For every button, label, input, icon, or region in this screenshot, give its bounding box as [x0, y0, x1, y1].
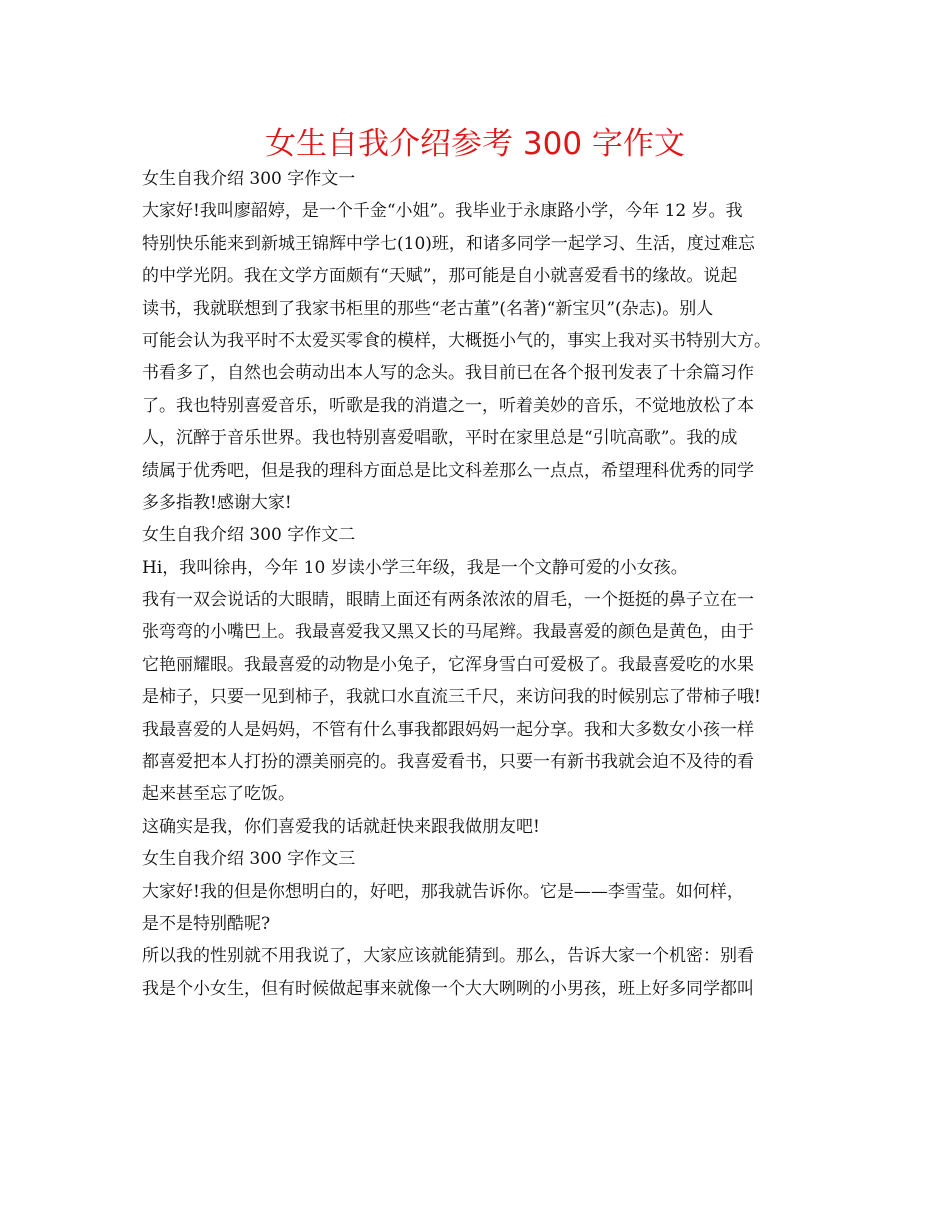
section-heading-1: 女生自我介绍 300 字作文一 — [142, 169, 356, 189]
text-line: 人，沉醉于音乐世界。我也特别喜爱唱歌，平时在家里总是“引吭高歌”。我的成 — [142, 428, 738, 449]
text-line: 我最喜爱的人是妈妈，不管有什么事我都跟妈妈一起分享。我和大多数女小孩一样 — [142, 719, 754, 740]
text-line: 张弯弯的小嘴巴上。我最喜爱我又黑又长的马尾辫。我最喜爱的颜色是黄色，由于 — [142, 622, 754, 643]
text-line: 都喜爱把本人打扮的漂美丽亮的。我喜爱看书，只要一有新书我就会迫不及待的看 — [142, 752, 754, 773]
text-line: Hi，我叫徐冉，今年 10 岁读小学三年级，我是一个文静可爱的小女孩。 — [142, 557, 688, 578]
text-line: 它艳丽耀眼。我最喜爱的动物是小兔子，它浑身雪白可爱极了。我最喜爱吃的水果 — [142, 654, 754, 675]
text-line: 是柿子，只要一见到柿子，我就口水直流三千尺，来访问我的时候别忘了带柿子哦! — [142, 687, 761, 708]
text-line: 大家好!我的但是你想明白的，好吧，那我就告诉你。它是——李雪莹。如何样， — [142, 881, 744, 902]
text-line: 多多指教!感谢大家! — [142, 492, 292, 513]
text-line: 我是个小女生，但有时候做起事来就像一个大大咧咧的小男孩，班上好多同学都叫 — [142, 978, 754, 999]
text-line: 绩属于优秀吧，但是我的理科方面总是比文科差那么一点点，希望理科优秀的同学 — [142, 460, 754, 481]
text-line: 书看多了，自然也会萌动出本人写的念头。我目前已在各个报刊发表了十余篇习作 — [142, 363, 754, 384]
text-line: 大家好!我叫廖韶婷，是一个千金“小姐”。我毕业于永康路小学，今年 12 岁。我 — [142, 201, 743, 222]
section-heading-3: 女生自我介绍 300 字作文三 — [142, 849, 356, 870]
text-line: 这确实是我，你们喜爱我的话就赶快来跟我做朋友吧! — [142, 816, 540, 837]
text-line: 了。我也特别喜爱音乐，听歌是我的消遣之一，听着美妙的音乐，不觉地放松了本 — [142, 395, 754, 416]
text-line: 所以我的性别就不用我说了，大家应该就能猜到。那么，告诉大家一个机密：别看 — [142, 946, 754, 967]
text-line: 特别快乐能来到新城王锦辉中学七(10)班，和诸多同学一起学习、生活，度过难忘 — [142, 233, 755, 254]
section-heading-2: 女生自我介绍 300 字作文二 — [142, 525, 356, 546]
text-line: 读书，我就联想到了我家书柜里的那些“老古董”(名著)“新宝贝”(杂志)。别人 — [142, 298, 714, 319]
text-line: 是不是特别酷呢? — [142, 913, 271, 934]
document-body — [142, 163, 817, 1005]
text-line: 我有一双会说话的大眼睛，眼睛上面还有两条浓浓的眉毛，一个挺挺的鼻子立在一 — [142, 590, 754, 611]
text-line: 起来甚至忘了吃饭。 — [142, 784, 295, 805]
text-line: 的中学光阴。我在文学方面颇有“天赋”，那可能是自小就喜爱看书的缘故。说起 — [142, 266, 738, 287]
text-line: 可能会认为我平时不太爱买零食的模样，大概挺小气的，事实上我对买书特别大方。 — [142, 330, 771, 351]
document-title: 女生自我介绍参考 300 字作文 — [265, 126, 685, 162]
